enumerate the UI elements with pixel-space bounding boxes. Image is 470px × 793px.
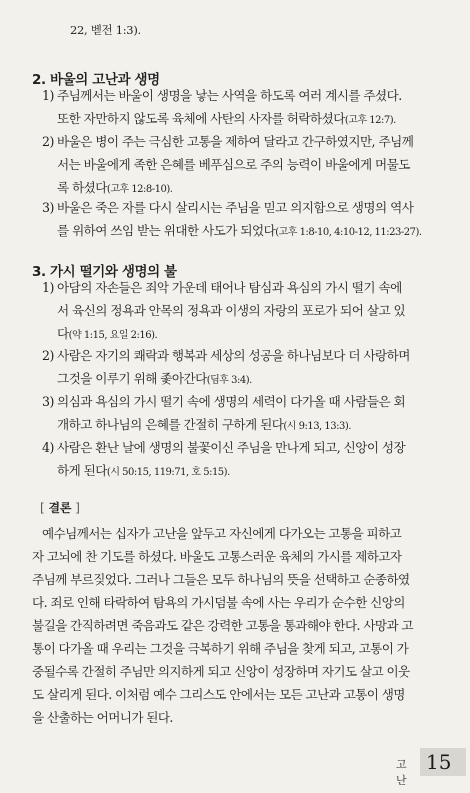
item-line: 록 하셨다 [57,180,107,195]
list-item [42,276,442,347]
list-item [42,196,442,244]
item-line: 를 위하여 쓰임 받는 위대한 사도가 되었다 [57,223,276,238]
item-number: 1) [42,280,54,295]
item-line: 바울은 죽은 자를 다시 살리시는 주님을 믿고 의지함으로 생명의 역사 [57,200,414,215]
paragraph-line: 불길을 간직하려면 죽음과도 같은 강력한 고통을 통과해야 한다. 사망과 고 [32,618,413,633]
item-line: 그것을 이루기 위해 좇아간다 [57,371,207,386]
scripture-reference: (고후 1:8-10, 4:10-12, 11:23-27). [275,227,422,238]
item-line: 다 [57,326,69,341]
item-number: 2) [42,348,54,363]
scripture-reference: (시 9:13, 13:3). [283,421,351,432]
paragraph-line: 예수님께서는 십자가 고난을 앞두고 자신에게 다가오는 고통을 피하고 [42,526,402,541]
item-line: 주님께서는 바울이 생명을 낳는 사역을 하도록 여러 계시를 주셨다. [57,88,402,103]
bracket-open: [ [40,501,45,515]
paragraph-line: 통이 다가올 때 우리는 그것을 극복하기 위해 주님을 찾게 되고, 고통이 가 [32,641,409,656]
item-number: 2) [42,134,54,149]
running-section-label: 고난 [396,758,407,787]
carryover-text: 22, 벧전 1:3). [70,23,141,37]
item-line: 하게 된다 [57,463,107,478]
item-line: 사람은 자기의 쾌락과 행복과 세상의 성공을 하나님보다 더 사랑하며 [57,348,410,363]
item-line: 의심과 욕심의 가시 떨기 속에 생명의 세력이 다가올 때 사람들은 회 [57,394,406,409]
item-line: 서는 바울에게 족한 은혜를 베푸심으로 주의 능력이 바울에게 머물도 [57,157,410,172]
scripture-reference: (시 50:15, 119:71, 호 5:15). [106,467,230,478]
item-line: 서 육신의 정욕과 안목의 정욕과 이생의 자랑의 포로가 되어 살고 있 [57,303,406,318]
list-item [42,390,442,438]
conclusion-paragraph [32,522,444,729]
bracket-close: ] [75,501,80,515]
paragraph-line: 중될수록 간절히 주님만 의지하게 되고 신앙이 성장하며 자기도 살고 이웃 [32,664,410,679]
scripture-reference: (고후 12:8-10). [106,184,173,195]
list-item [42,344,442,392]
paragraph-line: 을 산출하는 어머니가 된다. [32,710,173,725]
item-line: 또한 자만하지 않도록 육체에 사탄의 사자를 허락하셨다 [57,111,345,126]
paragraph-line: 자 고뇌에 찬 기도를 하셨다. 바울도 고통스러운 육체의 가시를 제하고자 [32,549,402,564]
section-title-paul: 2. 바울의 고난과 생명 [32,72,160,88]
section-title-thorns: 3. 가시 떨기와 생명의 불 [32,264,177,280]
scripture-reference: (약 1:15, 요일 2:16). [68,330,158,341]
scripture-reference: (고후 12:7). [344,115,396,126]
item-number: 1) [42,88,54,103]
item-line: 사람은 환난 날에 생명의 불꽃이신 주님을 만나게 되고, 신앙이 성장 [57,440,406,455]
item-line: 아담의 자손들은 죄악 가운데 태어나 탐심과 욕심의 가시 떨기 속에 [57,280,402,295]
item-line: 개하고 하나님의 은혜를 간절히 구하게 된다 [57,417,284,432]
item-number: 4) [42,440,54,455]
paragraph-line: 다. 죄로 인해 타락하여 탐욕의 가시덤불 속에 사는 우리가 순수한 신앙의 [32,595,405,610]
conclusion-title: 결론 [48,501,72,515]
list-item [42,130,442,201]
item-number: 3) [42,394,54,409]
list-item [42,436,442,484]
paragraph-line: 도 살리게 된다. 이처럼 예수 그리스도 안에서는 모든 고난과 고통이 생명 [32,687,405,702]
item-line: 바울은 병이 주는 극심한 고통을 제하여 달라고 간구하였지만, 주님께 [57,134,414,149]
conclusion-heading [40,499,80,516]
paragraph-line: 주님께 부르짖었다. 그러나 그들은 모두 하나님의 뜻을 선택하고 순종하였 [32,572,410,587]
item-number: 3) [42,200,54,215]
scripture-reference: (딤후 3:4). [206,375,252,386]
page-number: 15 [426,750,452,774]
list-item [42,84,442,132]
